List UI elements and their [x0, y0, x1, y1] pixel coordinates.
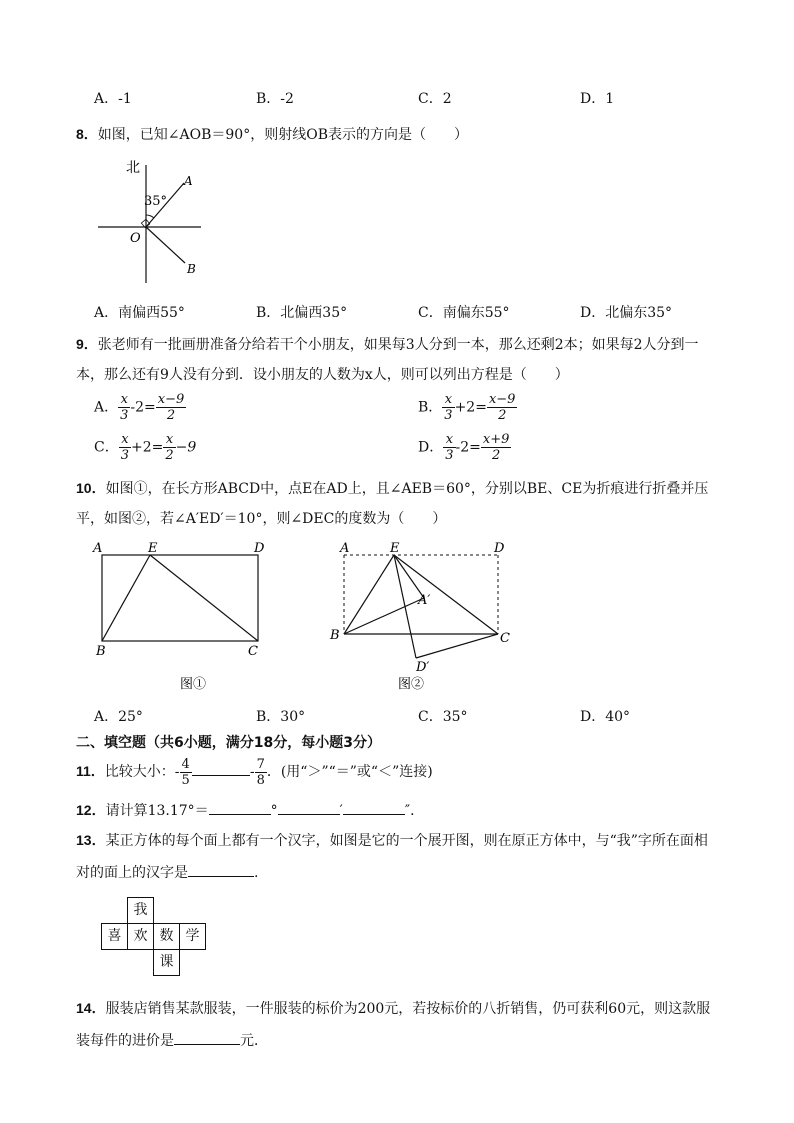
q7-option-b: B．-2 — [256, 91, 294, 107]
q14-question-line2: 装每件的进价是 元． — [76, 1033, 268, 1049]
q8-compass-figure — [96, 155, 206, 285]
q7-option-a: A．-1 — [94, 91, 132, 107]
q8-point-o: O — [130, 231, 141, 246]
q10-option-d: D．40° — [580, 709, 631, 725]
q9-option-a: A． $\frac{x}{3}$ -2= $\frac{x-9}{2}$ — [94, 392, 185, 423]
q9-question-line2: 本，那么还有9人没有分到．设小朋友的人数为x人，则可以列出方程是（ ） — [76, 367, 569, 383]
net-cell-row-2: 欢 — [127, 923, 154, 950]
fig2-point-d-prime: D′ — [416, 660, 430, 675]
q8-option-c: C．南偏东55° — [418, 305, 510, 321]
q13-number: 13． — [76, 832, 106, 848]
q12-second-blank[interactable] — [343, 814, 405, 815]
q10-option-a: A．25° — [94, 709, 143, 725]
q8-option-b: B．北偏西35° — [256, 305, 348, 321]
q14-answer-blank[interactable] — [174, 1044, 240, 1045]
q11-question: 11．比较大小：- $\frac{4}{5}$ - $\frac{7}{8}$ ．(用“＞”“＝”或“＜”连接) — [76, 756, 433, 788]
fig1-point-b: B — [96, 644, 106, 659]
q13-text-line1: 某正方体的每个面上都有一个汉字，如图是它的一个展开图，则在原正方体中，与“我”字所在面相 — [105, 833, 708, 849]
q14-number: 14． — [76, 1000, 106, 1016]
fig2-point-c: C — [500, 631, 510, 646]
q9-option-c: C． $\frac{x}{3}$ +2= $\frac{x}{2}$ −9 — [94, 432, 197, 463]
q9-question-line1 — [76, 334, 699, 354]
q8-angle-label: 35° — [144, 194, 168, 209]
q8-number: 8． — [76, 126, 98, 142]
q10-question-line1 — [76, 478, 708, 498]
fig2-point-a: A — [340, 541, 350, 556]
net-cell-row-4: 学 — [179, 923, 206, 950]
net-cell-bottom: 课 — [153, 949, 180, 976]
q13-question-line2: 对的面上的汉字是 . — [76, 865, 259, 881]
net-cell-row-3: 数 — [153, 923, 180, 950]
q8-option-a: A．南偏西55° — [94, 305, 185, 321]
fig1-point-a: A — [93, 541, 103, 556]
q12-minute-blank[interactable] — [278, 814, 340, 815]
q9-text-line1: 张老师有一批画册准备分给若干个小朋友，如果每3人分到一本，那么还剩2本；如果每2人分到一 — [97, 337, 699, 353]
fig2-point-e: E — [390, 541, 400, 556]
q10-figure-2 — [328, 538, 518, 698]
net-cell-row-1: 喜 — [101, 923, 128, 950]
q11-number: 11． — [76, 763, 105, 779]
q10-figure-1 — [88, 538, 278, 698]
q10-text-line1: 如图①，在长方形ABCD中，点E在AD上，且∠AEB＝60°，分别以BE、CE为折痕进行折叠并压 — [105, 481, 709, 497]
q10-option-c: C．35° — [418, 709, 468, 725]
q8-north-label: 北 — [126, 160, 140, 176]
fig1-point-d: D — [254, 541, 265, 556]
q9-option-b: B． $\frac{x}{3}$ +2= $\frac{x-9}{2}$ — [418, 392, 516, 423]
q11-answer-blank[interactable] — [192, 775, 250, 776]
q7-option-c: C．2 — [418, 91, 452, 107]
q9-option-d: D． $\frac{x}{3}$ -2= $\frac{x+9}{2}$ — [418, 432, 510, 463]
q12-question: 12．请计算13.17°＝ ° ′ ″． — [76, 802, 425, 819]
q14-question-line1 — [76, 998, 710, 1018]
fig2-point-a-prime: A′ — [418, 593, 431, 608]
q13-answer-blank[interactable] — [188, 876, 254, 877]
q10-option-b: B．30° — [256, 709, 306, 725]
fig2-point-d: D — [494, 541, 505, 556]
q12-degree-blank[interactable] — [209, 814, 271, 815]
q8-text: 如图，已知∠AOB＝90°，则射线OB表示的方向是（ ） — [97, 127, 468, 143]
q13-question-line1 — [76, 830, 708, 850]
section-2-title: 二、填空题（共6小题，满分18分，每小题3分） — [76, 735, 381, 751]
q7-option-d: D．1 — [580, 91, 615, 107]
q8-point-b: B — [187, 262, 196, 276]
fig2-caption: 图② — [398, 677, 425, 692]
q8-option-d: D．北偏东35° — [580, 305, 673, 321]
net-cell-top: 我 — [127, 897, 154, 924]
fig1-point-c: C — [248, 644, 258, 659]
fig2-point-b: B — [330, 628, 340, 643]
q8-point-a: A — [184, 174, 193, 188]
fig1-caption: 图① — [180, 677, 207, 692]
q14-text-line1: 服装店销售某款服装，一件服装的标价为200元，若按标价的八折销售，仍可获利60元，则这款服 — [105, 1001, 711, 1017]
q10-number: 10． — [76, 480, 106, 496]
q8-question — [76, 124, 468, 144]
q10-question-line2: 平，如图②，若∠A′ED′＝10°，则∠DEC的度数为（ ） — [76, 511, 447, 527]
q9-number: 9． — [76, 336, 98, 352]
q12-number: 12． — [76, 802, 106, 818]
fig1-point-e: E — [148, 541, 158, 556]
